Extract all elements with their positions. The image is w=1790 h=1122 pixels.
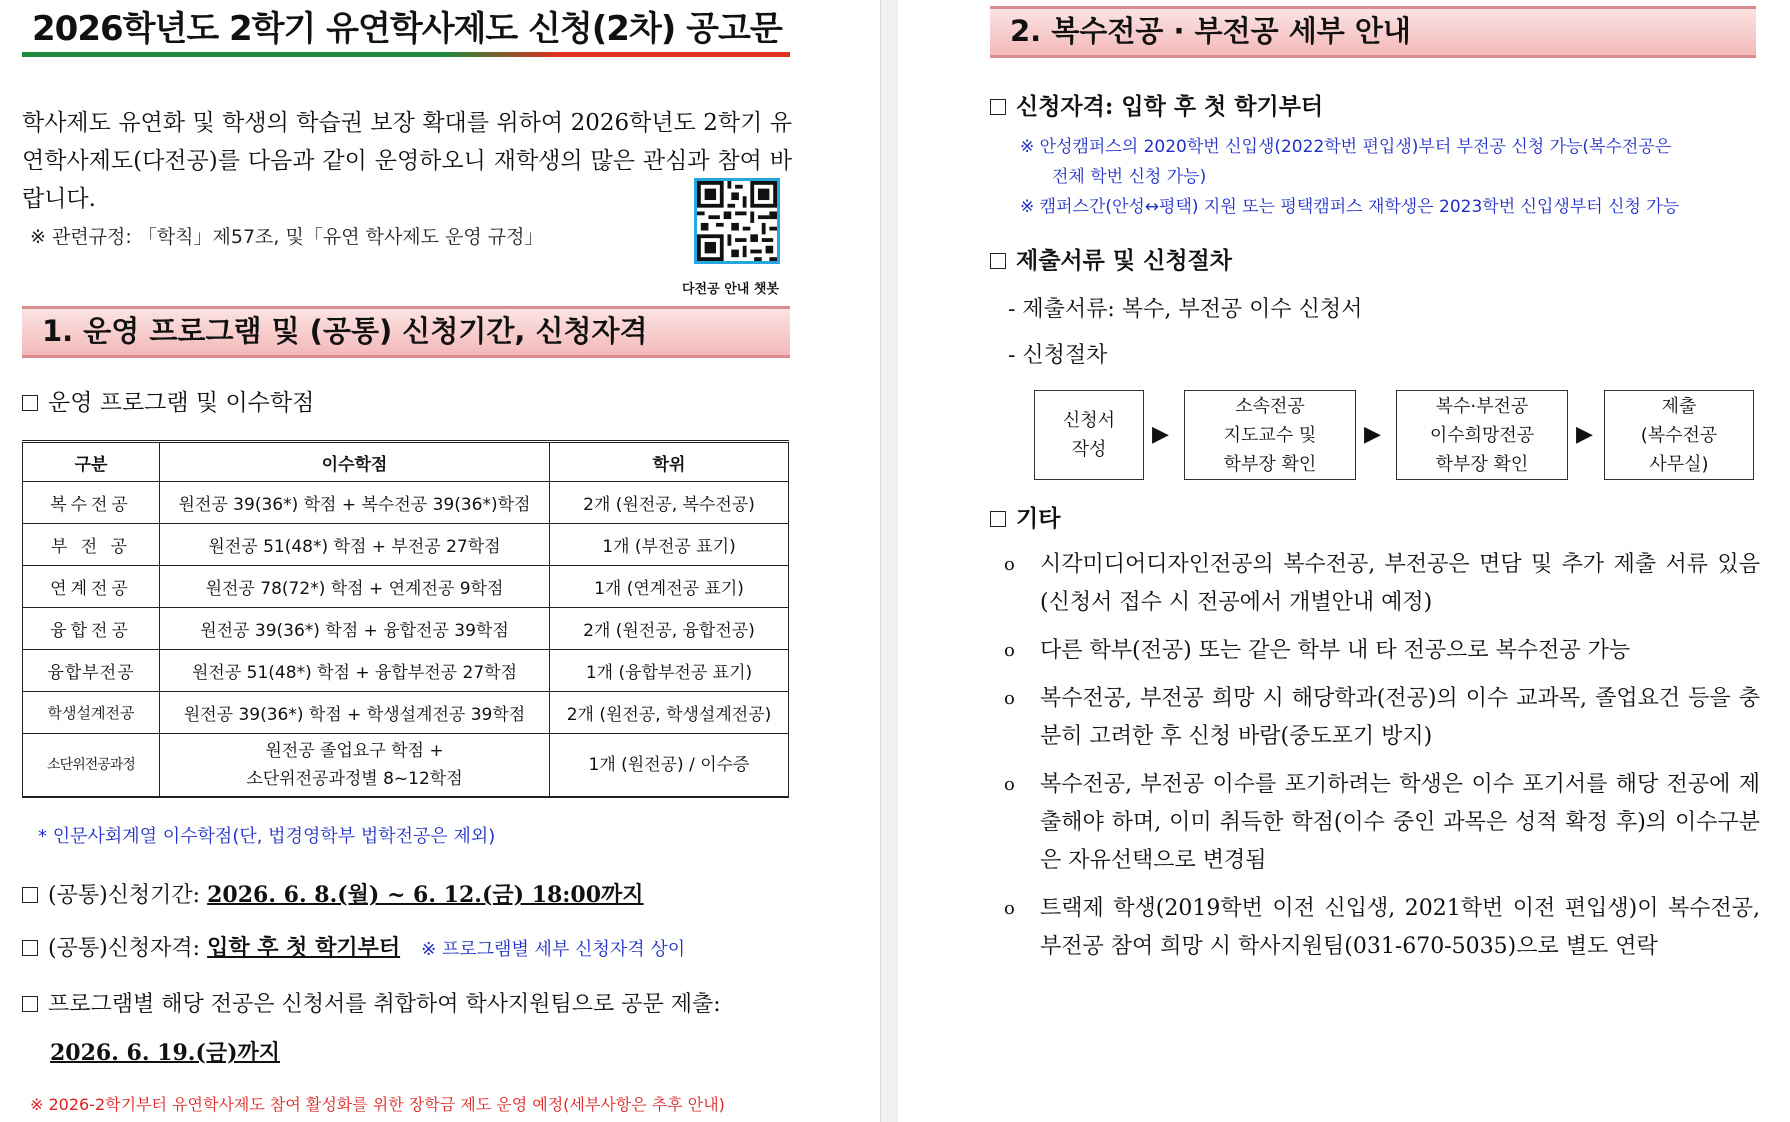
checkbox-square-icon [990,253,1006,269]
eligibility-note1b: 전체 학번 신청 가능) [1052,167,1207,187]
list-item-text: 트랙제 학생(2019학번 이전 신입생, 2021학번 이전 편입생)이 복수전공, 부전공 참여 희망 시 학사지원팀(031-670-5035)으로 별도 연락 [1040,896,1760,959]
qual-value: 입학 후 첫 학기부터 [207,936,401,961]
period-line [22,880,644,911]
table-cell: 1개 (연계전공 표기) [550,566,789,608]
program-heading [22,388,314,418]
eligibility-heading [990,92,1323,122]
checkbox-square-icon [22,996,38,1012]
docs-heading-text: 제출서류 및 신청절차 [1016,247,1232,274]
arrow-right-icon: ▶ [1152,422,1169,447]
list-item [1000,546,1760,622]
table-cell: 융합부전공 [23,650,160,692]
eligibility-heading-text: 신청자격: 입학 후 첫 학기부터 [1016,93,1324,120]
program-heading-text: 운영 프로그램 및 이수학점 [48,390,315,416]
bullet-mark: o [1004,554,1015,575]
qr-code-icon[interactable] [694,178,780,264]
table-cell: 복수전공 [23,482,160,524]
table-header: 학위 [550,442,789,482]
table-cell: 1개 (원전공) / 이수증 [550,734,789,798]
procedure-line: - 신청절차 [1008,343,1108,368]
table-cell: 2개 (원전공, 융합전공) [550,608,789,650]
table-cell: 학생설계전공 [23,692,160,734]
submit-line [22,990,721,1020]
table-cell: 원전공 51(48*) 학점 + 부전공 27학점 [160,524,550,566]
program-table [22,440,789,798]
list-item [1000,632,1760,670]
table-row [23,734,789,798]
flow-step: 제출 (복수전공 사무실) [1604,390,1754,480]
qr-label: 다전공 안내 챗봇 [682,282,779,297]
list-item-text: 복수전공, 부전공 이수를 포기하려는 학생은 이수 포기서를 해당 전공에 제출해야 하며, 이미 취득한 학점(이수 중인 과목은 성적 확정 후)의 이수구분은 자유선택으로 변경됨 [1040,772,1760,873]
table-cell: 융합전공 [23,608,160,650]
bullet-mark: o [1004,640,1015,661]
table-row [23,650,789,692]
submit-text: 프로그램별 해당 전공은 신청서를 취합하여 학사지원팀으로 공문 제출: [48,992,721,1017]
table-cell: 원전공 39(36*) 학점 + 학생설계전공 39학점 [160,692,550,734]
period-label: (공통)신청기간: [48,883,208,908]
checkbox-square-icon [990,511,1006,527]
table-cell: 원전공 졸업요구 학점 + 소단위전공과정별 8~12학점 [160,734,550,798]
flow-step: 소속전공 지도교수 및 학부장 확인 [1184,390,1356,480]
checkbox-square-icon [22,395,38,411]
table-cell: 연계전공 [23,566,160,608]
list-item-text: 복수전공, 부전공 희망 시 해당학과(전공)의 이수 교과목, 졸업요건 등을 충분히 고려한 후 신청 바람(중도포기 방지) [1040,686,1760,749]
qualification-line [22,934,685,965]
intro-paragraph: 학사제도 유연화 및 학생의 학습권 보장 확대를 위하여 2026학년도 2학기 유연학사제도(다전공)를 다음과 같이 운영하오니 재학생의 많은 관심과 참여 바랍니다. [22,110,792,212]
list-item [1000,680,1760,756]
table-cell: 2개 (원전공, 복수전공) [550,482,789,524]
docs-line: - 제출서류: 복수, 부전공 이수 신청서 [1008,297,1363,322]
bullet-mark: o [1004,774,1015,795]
table-note: * 인문사회계열 이수학점(단, 법경영학부 법학전공은 제외) [38,826,496,847]
checkbox-square-icon [22,940,38,956]
rule-note: ※ 관련규정: 「학칙」제57조, 및「유연 학사제도 운영 규정」 [30,226,544,248]
flow-step: 신청서 작성 [1034,390,1144,480]
arrow-right-icon: ▶ [1364,422,1381,447]
table-row [23,482,789,524]
table-cell: 소단위전공과정 [23,734,160,798]
eligibility-note1a: ※ 안성캠퍼스의 2020학번 신입생(2022학번 편입생)부터 부전공 신청 가능(복수전공은 [1020,137,1672,157]
table-header: 이수학점 [160,442,550,482]
table-cell: 2개 (원전공, 학생설계전공) [550,692,789,734]
table-cell: 원전공 39(36*) 학점 + 복수전공 39(36*)학점 [160,482,550,524]
table-header-row [23,442,789,482]
scholarship-note: ※ 2026-2학기부터 유연학사제도 참여 활성화를 위한 장학금 제도 운영 예정(세부사항은 추후 안내) [30,1095,725,1114]
section2-title: 2. 복수전공 · 부전공 세부 안내 [990,6,1756,58]
qual-label: (공통)신청자격: [48,936,208,961]
docs-heading [990,246,1232,276]
table-row [23,608,789,650]
left-page [0,0,880,1122]
period-value: 2026. 6. 8.(월) ~ 6. 12.(금) 18:00까지 [207,882,644,908]
table-cell: 1개 (부전공 표기) [550,524,789,566]
etc-heading-text: 기타 [1016,505,1061,532]
table-cell: 원전공 78(72*) 학점 + 연계전공 9학점 [160,566,550,608]
table-cell: 원전공 51(48*) 학점 + 융합부전공 27학점 [160,650,550,692]
list-item [1000,890,1760,966]
title-underline [22,52,790,57]
eligibility-note2: ※ 캠퍼스간(안성↔평택) 지원 또는 평택캠퍼스 재학생은 2023학번 신입생부터 신청 가능 [1020,197,1680,217]
table-row [23,692,789,734]
page-title: 2026학년도 2학기 유연학사제도 신청(2차) 공고문 [32,9,782,49]
checkbox-square-icon [22,887,38,903]
list-item-text: 다른 학부(전공) 또는 같은 학부 내 타 전공으로 복수전공 가능 [1040,638,1631,663]
table-cell: 1개 (융합부전공 표기) [550,650,789,692]
submit-date: 2026. 6. 19.(금)까지 [50,1040,281,1066]
bullet-mark: o [1004,898,1015,919]
section1-title: 1. 운영 프로그램 및 (공통) 신청기간, 신청자격 [22,306,790,358]
list-item-text: 시각미디어디자인전공의 복수전공, 부전공은 면담 및 추가 제출 서류 있음(신청서 접수 시 전공에서 개별안내 예정) [1040,552,1760,615]
submit-date-line [50,1038,280,1069]
etc-heading [990,504,1060,534]
table-row [23,524,789,566]
list-item [1000,766,1760,880]
bullet-mark: o [1004,688,1015,709]
table-row [23,566,789,608]
table-cell: 원전공 39(36*) 학점 + 융합전공 39학점 [160,608,550,650]
qual-note: ※ 프로그램별 세부 신청자격 상이 [421,939,686,960]
etc-bullet-list [1000,546,1760,976]
arrow-right-icon: ▶ [1576,422,1593,447]
table-cell: 부 전 공 [23,524,160,566]
page-divider [880,0,900,1122]
checkbox-square-icon [990,99,1006,115]
flow-step: 복수·부전공 이수희망전공 학부장 확인 [1396,390,1568,480]
table-header: 구분 [23,442,160,482]
